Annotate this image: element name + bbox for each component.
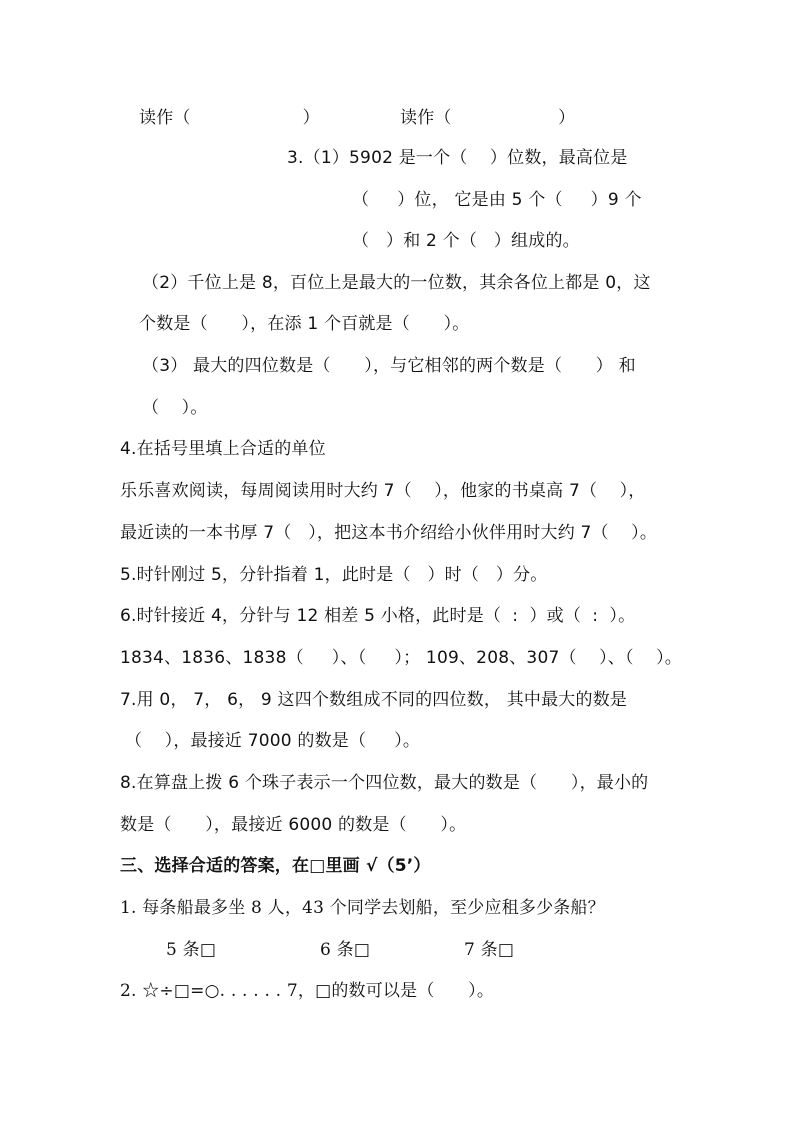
q3-part3-line2: （ ）。 [142,398,208,418]
q6: 6.时针接近 4，分针与 12 相差 5 小格，此时是（ : ）或（ : ）。 [120,606,636,626]
section-3-heading: 三、选择合适的答案，在□里画 √（5’） [120,856,431,876]
q8-line1: 8.在算盘上拨 6 个珠子表示一个四位数，最大的数是（ ），最小的 [120,773,649,793]
q8-line2: 数是（ ），最接近 6000 的数是（ ）。 [120,815,467,835]
choice-q1-option-a: 5 条□ [166,940,217,960]
sequence-line: 1834、1836、1838（ ）、（ ）； 109、208、307（ ）、（ ）。 [120,648,683,668]
read-as-right: 读作（ ） [400,108,576,128]
q3-part1-line3: （ ）和 2 个（ ）组成的。 [352,231,580,251]
choice-q1-option-b: 6 条□ [320,940,371,960]
q3-part1-line1: 3.（1）5902 是一个（ ）位数，最高位是 [287,148,628,168]
q3-part1-line2: （ ）位， 它是由 5 个（ ）9 个 [352,190,642,210]
choice-q2: 2. ☆÷□=○. . . . . . 7，□的数可以是（ ）。 [120,981,495,1001]
q3-part2-line1: （2）千位上是 8，百位上是最大的一位数，其余各位上都是 0，这 [142,273,651,293]
choice-q1: 1. 每条船最多坐 8 人，43 个同学去划船，至少应租多少条船？ [120,898,605,918]
q7-line2: （ ），最接近 7000 的数是（ ）。 [125,731,421,751]
q5: 5.时针刚过 5，分针指着 1，此时是（ ）时（ ）分。 [120,565,548,585]
q4-heading: 4.在括号里填上合适的单位 [120,439,326,459]
q4-line1: 乐乐喜欢阅读，每周阅读用时大约 7（ ），他家的书桌高 7（ ）， [120,481,646,501]
read-as-left: 读作（ ） [139,108,320,128]
choice-q1-option-c: 7 条□ [464,940,515,960]
q3-part3-line1: （3） 最大的四位数是（ ），与它相邻的两个数是（ ） 和 [142,356,636,376]
q4-line2: 最近读的一本书厚 7（ ），把这本书介绍给小伙伴用时大约 7（ ）。 [120,523,658,543]
q7-line1: 7.用 0， 7， 6， 9 这四个数组成不同的四位数， 其中最大的数是 [120,690,628,710]
q3-part2-line2: 个数是（ ），在添 1 个百就是（ ）。 [139,314,470,334]
